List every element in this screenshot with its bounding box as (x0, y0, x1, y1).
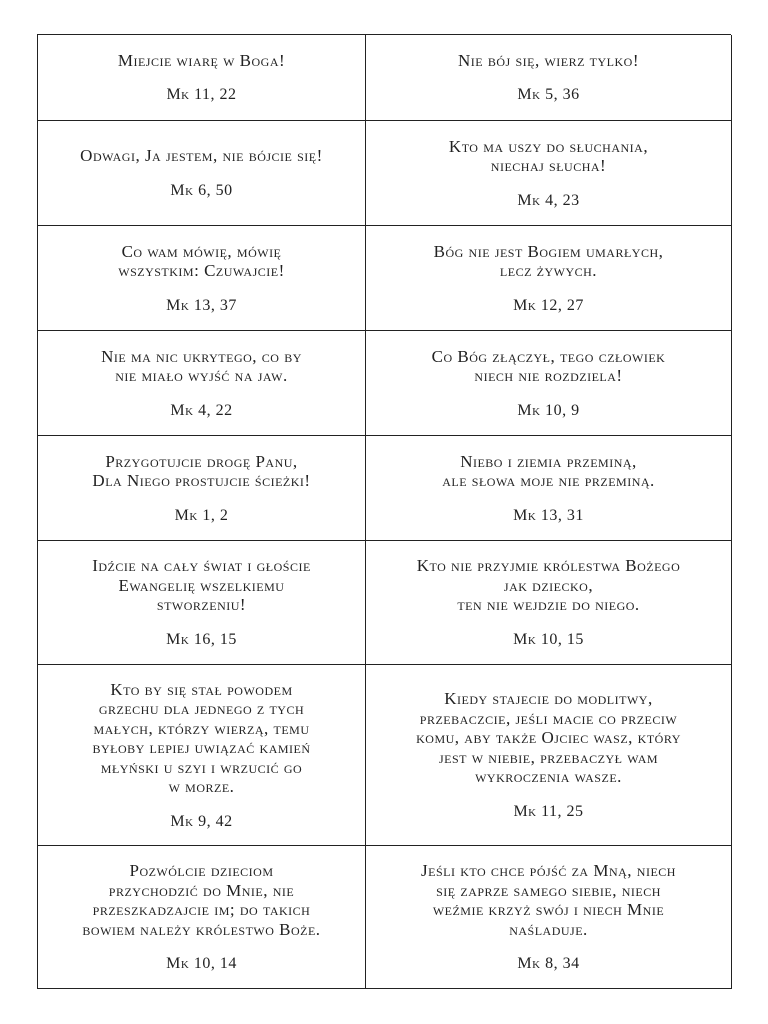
card-quote: Niebo i ziemia przeminą, ale słowa moje nie przeminą. (442, 451, 655, 490)
card (366, 846, 732, 989)
card-quote: Kiedy stajecie do modlitwy, przebaczcie, jeśli macie co przeciw komu, aby także Ojciec wasz, który jest w niebie, przebaczył wam wykroczenia wasze. (416, 689, 681, 787)
card (366, 35, 732, 121)
card-quote: Idźcie na cały świat i głoście Ewangelię wszelkiemu stworzeniu! (92, 556, 311, 615)
card-quote: Kto by się stał powodem grzechu dla jednego z tych małych, którzy wierzą, temu byłoby lepiej uwiązać kamień młyński u szyi i wrzucić go w morze. (92, 679, 311, 796)
card-reference: Mk 1, 2 (174, 506, 229, 524)
card-quote: Kto ma uszy do słuchania, niechaj słucha! (448, 136, 649, 175)
card-quote: Pozwólcie dzieciom przychodzić do Mnie, nie przeszkadzajcie im; do takich bowiem należy królestwo Boże. (82, 861, 321, 939)
card (366, 541, 732, 665)
card-quote: Miejcie wiarę w Boga! (117, 50, 286, 70)
card-quote: Bóg nie jest Bogiem umarłych, lecz żywych. (433, 241, 664, 280)
card (38, 35, 366, 121)
card (38, 436, 366, 541)
card-reference: Mk 11, 25 (513, 802, 584, 820)
card (366, 665, 732, 846)
card-reference: Mk 5, 36 (517, 86, 580, 104)
card-reference: Mk 10, 9 (517, 401, 580, 419)
card-reference: Mk 13, 37 (166, 296, 237, 314)
card-reference: Mk 10, 14 (166, 955, 237, 972)
card-quote: Nie ma nic ukrytego, co by nie miało wyjść na jaw. (101, 346, 302, 385)
card-reference: Mk 4, 23 (517, 191, 580, 209)
card-reference: Mk 6, 50 (170, 181, 233, 199)
card (38, 331, 366, 436)
card (38, 226, 366, 331)
card-quote: Przygotujcie drogę Panu, Dla Niego prostujcie ścieżki! (92, 451, 311, 490)
card (38, 846, 366, 989)
card (38, 665, 366, 846)
card (366, 121, 732, 226)
card-reference: Mk 10, 15 (513, 630, 584, 648)
card-quote: Nie bój się, wierz tylko! (458, 50, 639, 70)
card-reference: Mk 9, 42 (170, 812, 233, 830)
card (366, 436, 732, 541)
card-reference: Mk 13, 31 (513, 506, 584, 524)
card-quote: Co wam mówię, mówię wszystkim: Czuwajcie! (118, 241, 285, 280)
card-quote: Co Bóg złączył, tego człowiek niech nie rozdziela! (431, 346, 666, 385)
card-reference: Mk 8, 34 (517, 955, 580, 972)
card-reference: Mk 4, 22 (170, 401, 233, 419)
card-grid (37, 34, 731, 989)
card (38, 541, 366, 665)
card (366, 331, 732, 436)
card-quote: Jeśli kto chce pójść za Mną, niech się zaprze samego siebie, niech weźmie krzyż swój i niech Mnie naśladuje. (421, 861, 676, 939)
card-reference: Mk 11, 22 (166, 86, 237, 104)
card-reference: Mk 16, 15 (166, 630, 237, 648)
card-reference: Mk 12, 27 (513, 296, 584, 314)
card-quote: Odwagi, Ja jestem, nie bójcie się! (80, 146, 323, 166)
card (38, 121, 366, 226)
card-quote: Kto nie przyjmie królestwa Bożego jak dziecko, ten nie wejdzie do niego. (416, 556, 681, 615)
card (366, 226, 732, 331)
